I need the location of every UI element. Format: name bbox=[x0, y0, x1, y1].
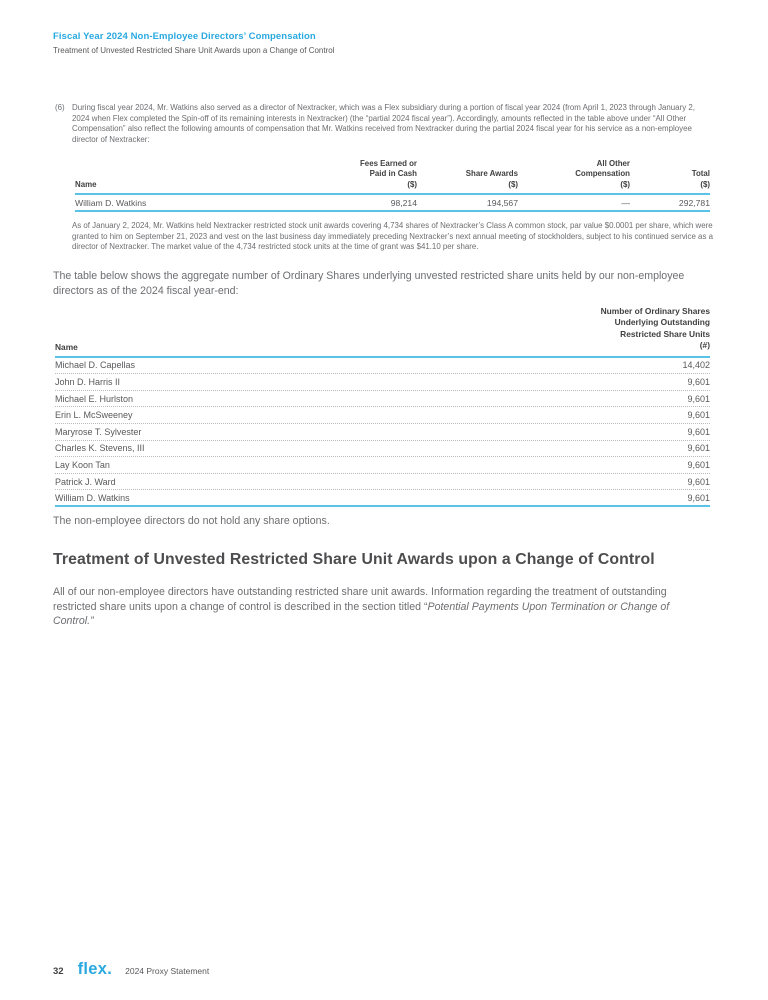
director-name: William D. Watkins bbox=[55, 492, 130, 503]
comp-table-header-other-line3: ($) bbox=[620, 179, 630, 189]
footnote-6 bbox=[55, 103, 703, 145]
no-share-options-note: The non-employee directors do not hold any share options. bbox=[53, 515, 330, 527]
comp-table-cell-name: William D. Watkins bbox=[75, 194, 275, 211]
table-row bbox=[55, 374, 710, 391]
comp-table-row-watkins bbox=[75, 194, 710, 211]
director-name: John D. Harris II bbox=[55, 377, 121, 388]
section-heading: Treatment of Unvested Restricted Share Unit Awards upon a Change of Control bbox=[53, 551, 655, 568]
director-units: 9,601 bbox=[687, 492, 710, 503]
flex-logo: flex. bbox=[77, 960, 113, 978]
director-units: 9,601 bbox=[687, 393, 710, 404]
comp-table-header-total-line1: Total bbox=[691, 169, 710, 179]
footer-label: 2024 Proxy Statement bbox=[125, 966, 210, 976]
director-name: Michael E. Hurlston bbox=[55, 393, 134, 404]
comp-table-header-name-label: Name bbox=[75, 179, 97, 189]
rsu-table-header-name: Name bbox=[55, 341, 78, 352]
table-row bbox=[55, 407, 710, 424]
table-row bbox=[55, 457, 710, 474]
table-row bbox=[55, 490, 710, 507]
director-name: Michael D. Capellas bbox=[55, 360, 136, 371]
table-row bbox=[55, 441, 710, 458]
director-name: Patrick J. Ward bbox=[55, 476, 116, 487]
running-header-title: Fiscal Year 2024 Non-Employee Directors’ Compensation bbox=[53, 31, 316, 42]
rsu-table-header-units bbox=[601, 306, 710, 352]
comp-table-header-fees-line2: Paid in Cash bbox=[369, 169, 417, 179]
comp-table-header-share-awards bbox=[417, 159, 518, 194]
director-units: 9,601 bbox=[687, 426, 710, 437]
director-units: 9,601 bbox=[687, 377, 710, 388]
rsu-table-header-units-line3: Restricted Share Units bbox=[620, 328, 710, 339]
director-name: Erin L. McSweeney bbox=[55, 410, 133, 421]
intro-paragraph: The table below shows the aggregate number of Ordinary Shares underlying unvested restricted share units held by our non-employee directors as of the 2024 fiscal year-end: bbox=[53, 270, 685, 297]
rsu-table bbox=[55, 306, 710, 507]
comp-table-header-total bbox=[630, 159, 710, 194]
rsu-table-header-units-line2: Underlying Outstanding bbox=[614, 317, 710, 328]
rsu-table-header bbox=[55, 306, 710, 358]
rsu-table-header-units-line1: Number of Ordinary Shares bbox=[600, 306, 710, 316]
footnote-6-text: During fiscal year 2024, Mr. Watkins also served as a director of Nextracker, which was a Flex subsidiary during a portion of fiscal year 2024 (from April 1, 2023 through January 2, 2024 when Flex completed the Spin-off of its remaining interests in Nextracker) (the “partial 2024 fiscal year”). Accordingly, amounts reflected in the table above under “All Other Compensation” also reflect the following amounts of compensation that Mr. Watkins received from Nextracker during the partial 2024 fiscal year for his service as a non-employee director of Nextracker: bbox=[72, 103, 695, 144]
section-body-italic-reference: Potential Payments Upon Termination or Change of Control.” bbox=[53, 600, 670, 627]
director-name: Lay Koon Tan bbox=[55, 459, 110, 470]
comp-table-cell-all-other: — bbox=[518, 194, 630, 211]
director-units: 9,601 bbox=[687, 410, 710, 421]
comp-table-header-row bbox=[75, 159, 710, 194]
section-body bbox=[53, 585, 708, 629]
director-units: 9,601 bbox=[687, 476, 710, 487]
director-units: 9,601 bbox=[687, 459, 710, 470]
director-name: Charles K. Stevens, III bbox=[55, 443, 145, 454]
running-header bbox=[53, 31, 713, 55]
director-units: 9,601 bbox=[687, 443, 710, 454]
comp-table-header-fees-line3: ($) bbox=[407, 179, 417, 189]
director-name: Maryrose T. Sylvester bbox=[55, 426, 142, 437]
comp-table-header-total-line2: ($) bbox=[700, 179, 710, 189]
nextracker-compensation-table bbox=[75, 159, 710, 212]
table-row bbox=[55, 424, 710, 441]
comp-table-header-name bbox=[75, 159, 275, 194]
comp-table-header-all-other bbox=[518, 159, 630, 194]
comp-table-cell-total: 292,781 bbox=[630, 194, 710, 211]
running-header-subtitle: Treatment of Unvested Restricted Share Unit Awards upon a Change of Control bbox=[53, 46, 335, 55]
comp-table-cell-fees: 98,214 bbox=[275, 194, 417, 211]
comp-table-header-fees bbox=[275, 159, 417, 194]
section-body-text: All of our non-employee directors have outstanding restricted share unit awards. Information regarding the treatment of outstanding restricted share units upon a change of control is described in the section titled “ bbox=[53, 586, 667, 613]
page-footer bbox=[53, 960, 209, 979]
table-row bbox=[55, 391, 710, 408]
comp-table-header-other-line2: Compensation bbox=[575, 169, 630, 179]
comp-table-header-share-line1: Share Awards bbox=[465, 169, 518, 179]
table-row bbox=[55, 474, 710, 491]
comp-table-header-fees-line1: Fees Earned or bbox=[359, 159, 417, 168]
comp-table-header-other-line1: All Other bbox=[596, 159, 630, 168]
rsu-table-header-units-line4: (#) bbox=[699, 340, 710, 351]
comp-table-cell-share-awards: 194,567 bbox=[417, 194, 518, 211]
director-units: 14,402 bbox=[682, 360, 710, 371]
comp-table-header-share-line2: ($) bbox=[508, 179, 518, 189]
page-number: 32 bbox=[53, 966, 64, 977]
watkins-note: As of January 2, 2024, Mr. Watkins held Nextracker restricted stock unit awards covering 4,734 shares of Nextracker’s Class A common stock, par value $0.0001 per share, which were granted to him on September 21, 2023 and vest on the last business day immediately preceding Nextracker’s next annual meeting of stockholders, subject to his continued service as a director of Nextracker. The market value of the 4,734 restricted stock units at the time of grant was $41.10 per share. bbox=[72, 221, 713, 252]
footnote-6-marker: (6) bbox=[55, 103, 65, 112]
table-row bbox=[55, 358, 710, 375]
